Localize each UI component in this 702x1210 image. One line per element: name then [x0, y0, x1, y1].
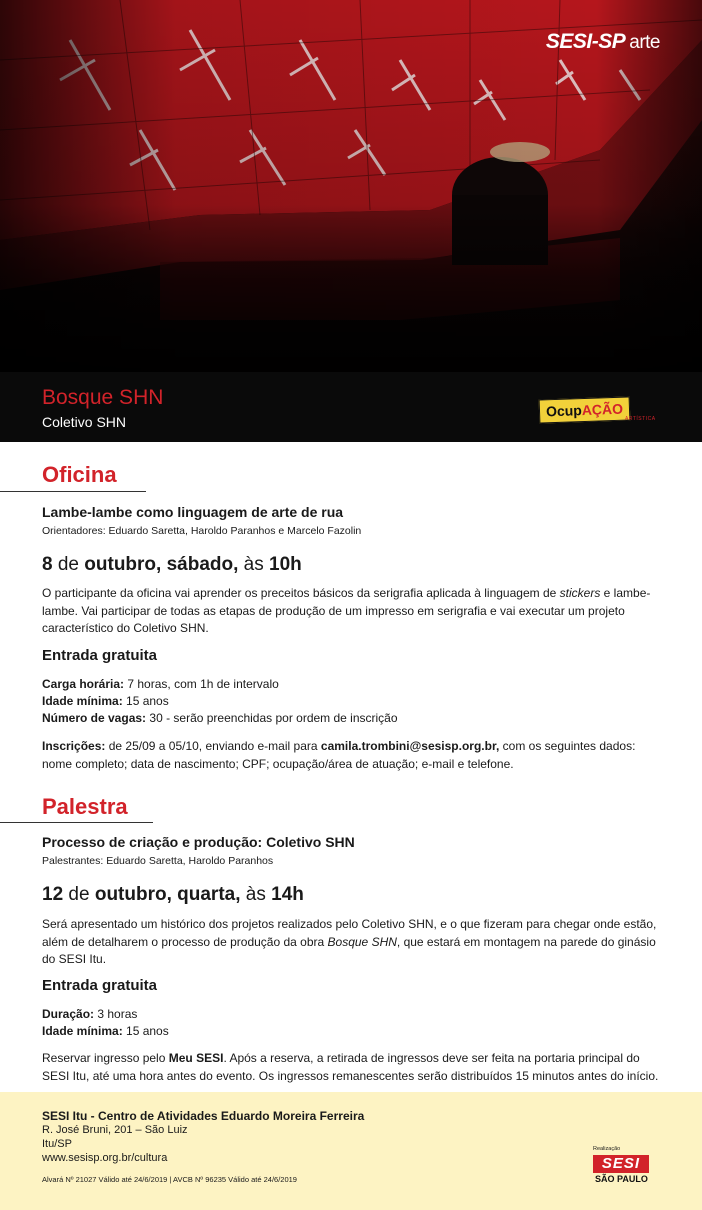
venue-address: R. José Bruni, 201 – São Luiz	[42, 1124, 188, 1136]
talk-speakers: Palestrantes: Eduardo Saretta, Haroldo Paranhos	[42, 855, 274, 867]
email-link[interactable]: camila.trombini@sesisp.org.br,	[320, 739, 500, 753]
ocupacao-artistica-logo: OcupAÇÃO ARTÍSTICA	[537, 392, 665, 428]
meu-sesi-link[interactable]: Meu SESI	[168, 1051, 224, 1065]
section-divider	[0, 491, 146, 492]
venue-url-link[interactable]: www.sesisp.org.br/cultura	[42, 1152, 168, 1164]
section-divider	[0, 822, 153, 823]
talk-description: Será apresentado um histórico dos projetos realizados pelo Coletivo SHN, e o que fizeram para chegar onde estão, além de detalharem o processo de produção da obra Bosque SHN, que estará em montagem na parede do ginásio do SESI Itu.	[42, 917, 657, 966]
workshop-title: Lambe-lambe como linguagem de arte de rua	[42, 504, 344, 520]
talk-idade-minima: Idade mínima: 15 anos	[42, 1024, 169, 1038]
workshop-description: O participante da oficina vai aprender os preceitos básicos da serigrafia aplicada à linguagem de stickers e lambe-lambe. Vai participar de todas as etapas de produção de um impresso em serigrafia e vai executar um projeto característico do Coletivo SHN.	[42, 586, 651, 635]
talk-date: 12 de outubro, quarta, às 14h	[42, 884, 304, 905]
artist-collective: Coletivo SHN	[42, 414, 127, 430]
workshop-vagas: Número de vagas: 30 - serão preenchidas por ordem de inscrição	[42, 711, 398, 725]
section-heading-palestra: Palestra	[42, 794, 128, 819]
talk-duracao: Duração: 3 horas	[42, 1007, 138, 1021]
venue-name: SESI Itu - Centro de Atividades Eduardo Moreira Ferreira	[42, 1109, 365, 1123]
sesi-sao-paulo-logo: Realização SESI SÃO PAULO	[593, 1146, 648, 1184]
talk-title: Processo de criação e produção: Coletivo SHN	[42, 834, 355, 850]
workshop-date: 8 de outubro, sábado, às 10h	[42, 554, 302, 575]
section-heading-oficina: Oficina	[42, 462, 117, 487]
venue-city: Itu/SP	[42, 1138, 72, 1150]
artwork-title: Bosque SHN	[42, 386, 164, 409]
workshop-leaders: Orientadores: Eduardo Saretta, Haroldo Paranhos e Marcelo Fazolin	[42, 525, 362, 537]
workshop-entry: Entrada gratuita	[42, 647, 158, 664]
workshop-carga-horaria: Carga horária: 7 horas, com 1h de intervalo	[42, 677, 279, 691]
workshop-inscricoes: Inscrições: de 25/09 a 05/10, enviando e-mail para camila.trombini@sesisp.org.br, com os seguintes dados: nome completo; data de nascimento; CPF; ocupação/área de atuação; e-mail e telefone.	[42, 739, 636, 771]
talk-reservation: Reservar ingresso pelo Meu SESI. Após a reserva, a retirada de ingressos deve ser feita na portaria principal do SESI Itu, até uma hora antes do evento. Os ingressos remanescentes serão distribuídos 15 minutos antes do início.	[42, 1051, 659, 1083]
hero-image	[0, 0, 702, 372]
sesi-sp-arte-logo: SESI-SP arte	[545, 30, 660, 53]
workshop-idade-minima: Idade mínima: 15 anos	[42, 694, 169, 708]
license-info: Alvará Nº 21027 Válido até 24/6/2019 | AVCB Nº 96235 Válido até 24/6/2019	[42, 1175, 297, 1184]
poster-wall-artwork	[0, 0, 702, 372]
talk-entry: Entrada gratuita	[42, 977, 158, 994]
